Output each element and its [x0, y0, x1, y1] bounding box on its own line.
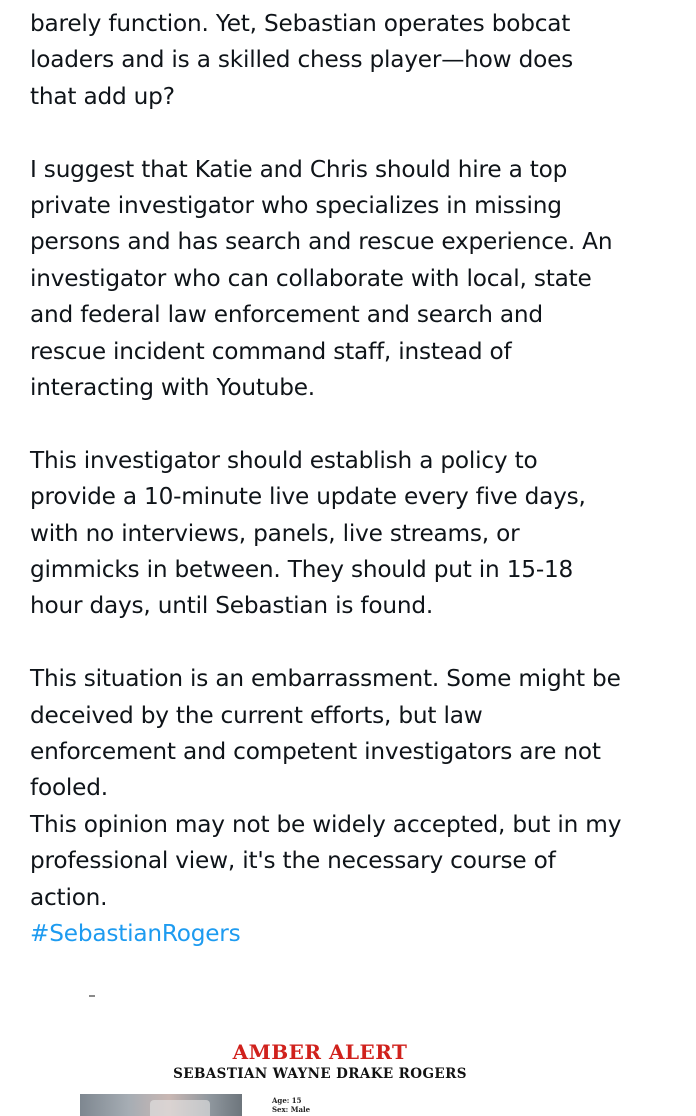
post-paragraph-2: I suggest that Katie and Chris should hire a top private investigator who specializes in missing persons and has search and rescue experience. An investigator who can collaborate with local, state and federal law enforcement and search and rescue incident command staff, instead of interacting with Youtube. — [30, 155, 613, 402]
post-paragraph-5: This opinion may not be widely accepted, but in my professional view, it's the necessary course of action. — [30, 810, 622, 911]
amber-alert-details — [272, 1096, 310, 1114]
divider-mark — [89, 995, 95, 997]
amber-alert-title: AMBER ALERT — [232, 1040, 408, 1064]
post-paragraph-1: barely function. Yet, Sebastian operates bobcat loaders and is a skilled chess player—how does that add up? — [30, 10, 574, 110]
attached-image-amber-alert[interactable] — [0, 1030, 640, 1116]
post-paragraph-4: This situation is an embarrassment. Some might be deceived by the current efforts, but law enforcement and competent investigators are not fooled. — [30, 665, 621, 802]
post-partial-line-text — [30, 0, 696, 6]
post-paragraph-3: This investigator should establish a policy to provide a 10-minute live update every five days, with no interviews, panels, live streams, or gimmicks in between. They should put in 15-18 hour days, until Sebastian is found. — [30, 446, 586, 620]
amber-alert-sex: Sex: Male — [272, 1105, 311, 1114]
post-partial-line — [30, 0, 622, 6]
post-body — [30, 0, 622, 953]
amber-alert-name: SEBASTIAN WAYNE DRAKE ROGERS — [173, 1066, 467, 1082]
amber-alert-age: Age: 15 — [272, 1096, 302, 1105]
hashtag-link[interactable]: #SebastianRogers — [30, 920, 241, 948]
amber-alert-photo — [80, 1094, 242, 1116]
